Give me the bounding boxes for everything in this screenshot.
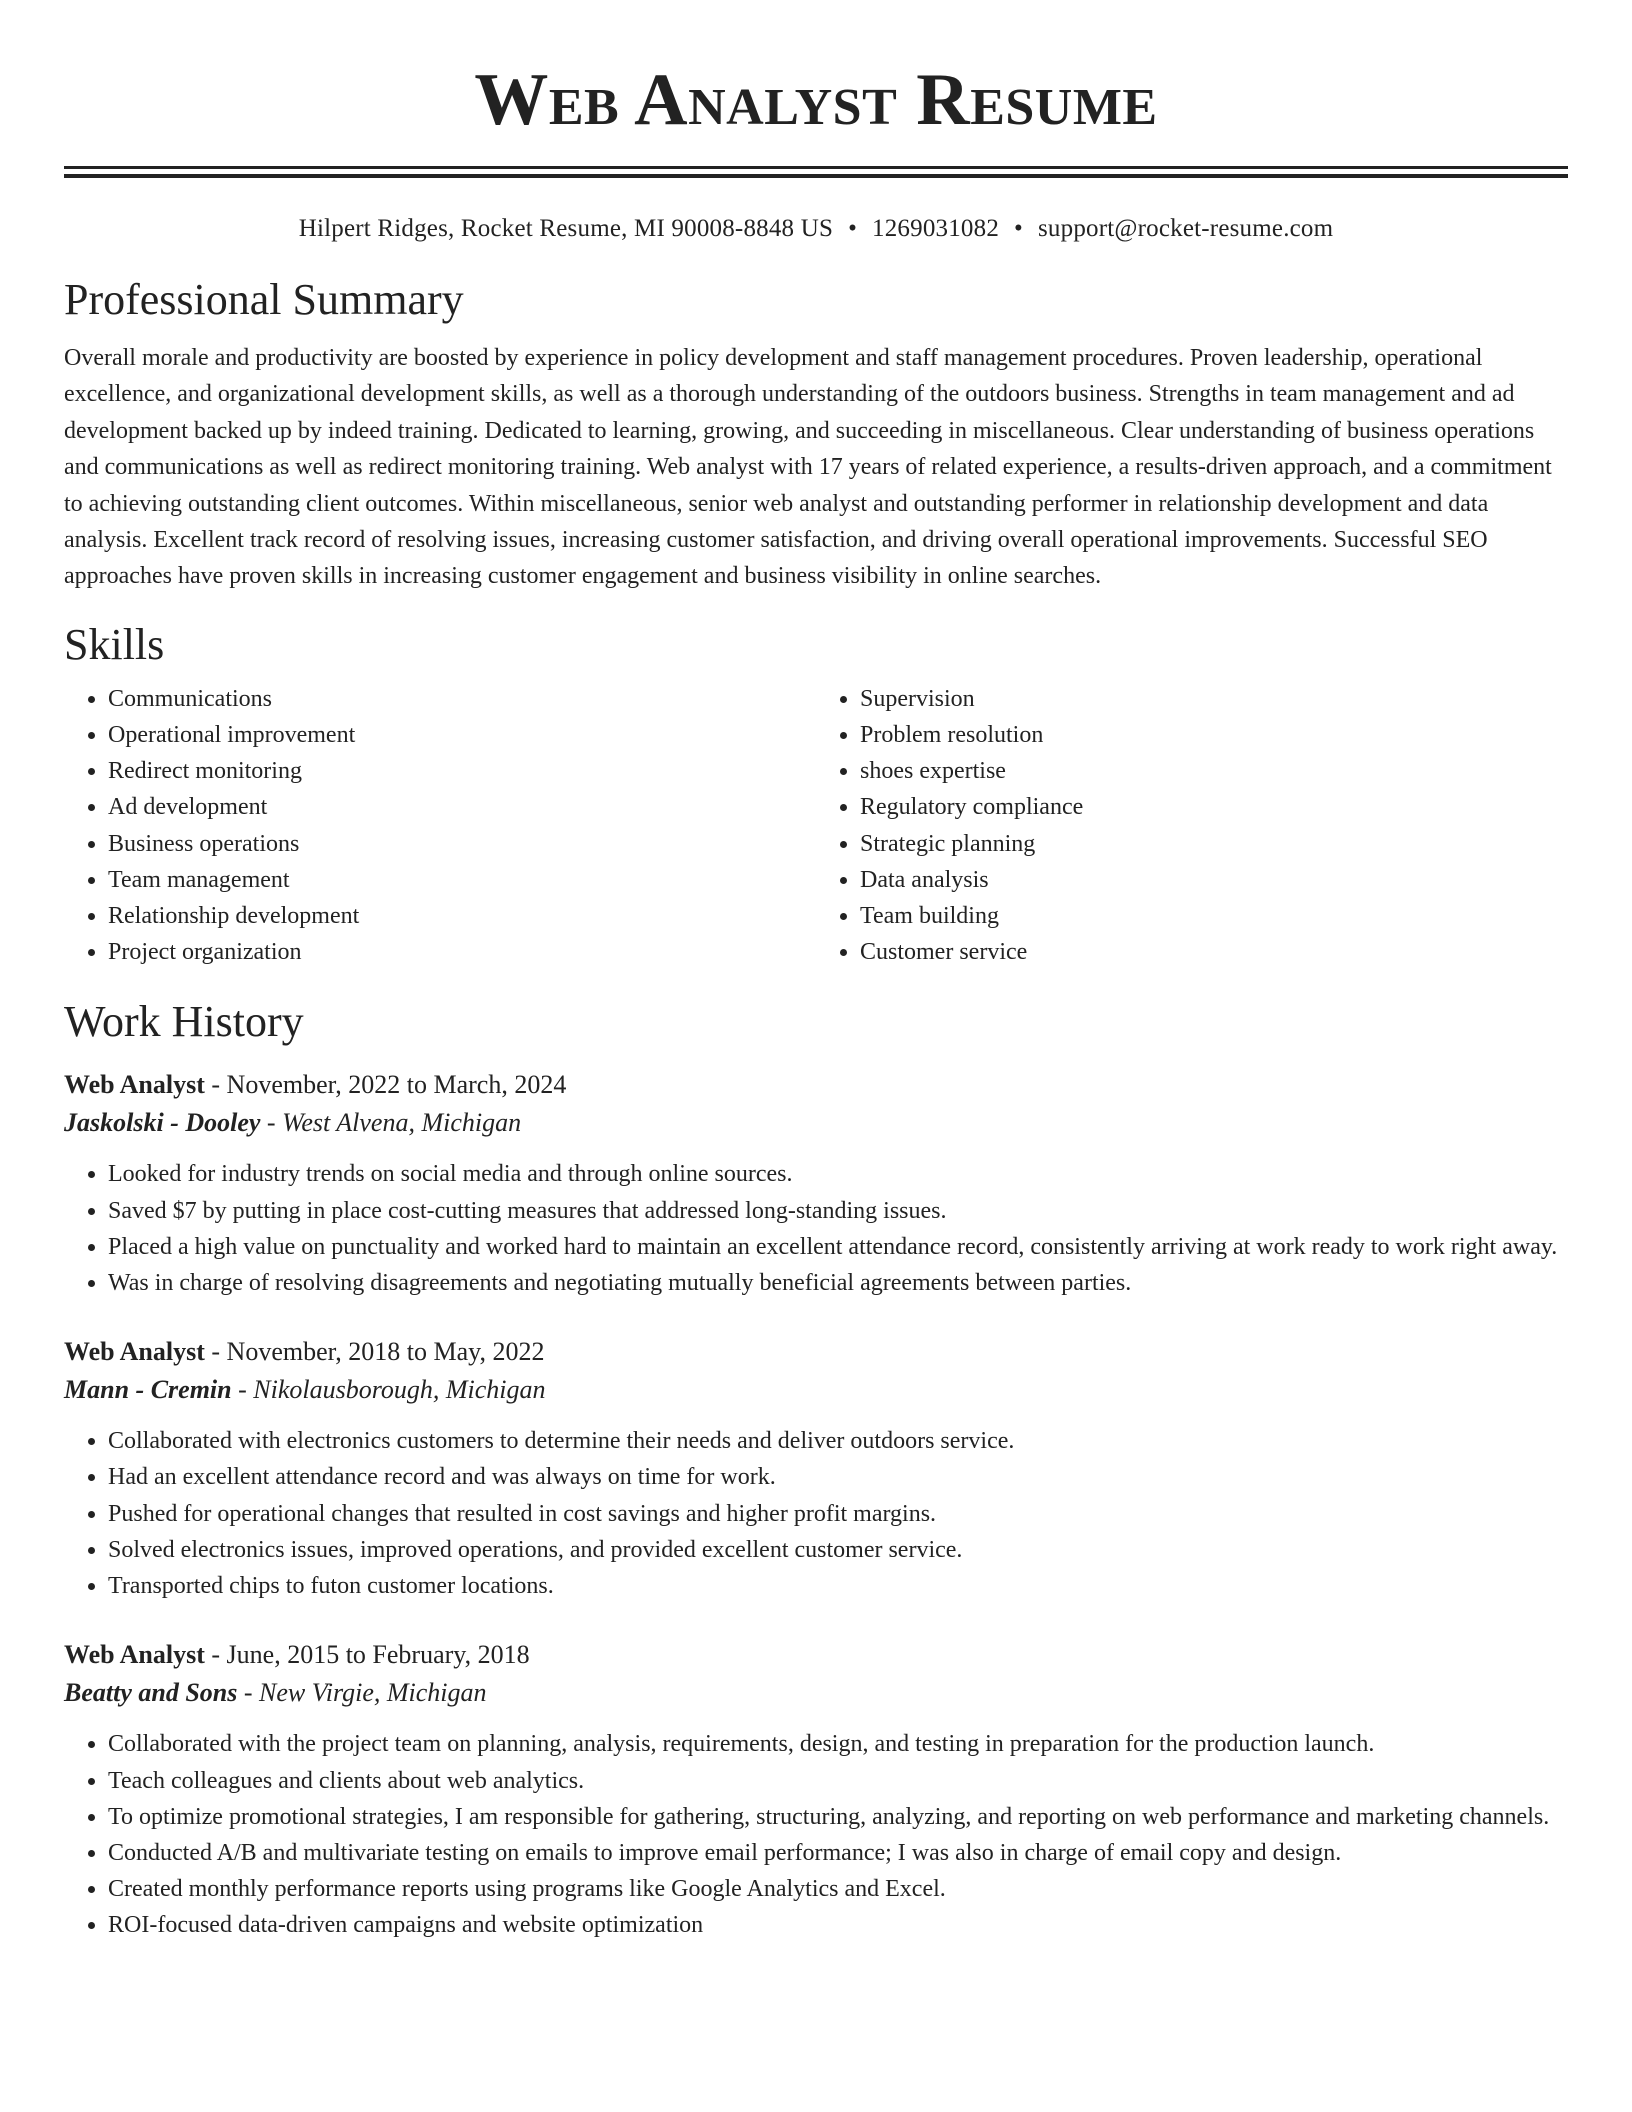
job-bullet: • Teach colleagues and clients about web analytics. [108,1763,1568,1799]
work-history-heading: Work History [64,997,304,1047]
job-bullet: • To optimize promotional strategies, I am responsible for gathering, structuring, analyzing, and reporting on web performance and marketing channels. [108,1799,1568,1835]
job-bullet: • Collaborated with the project team on planning, analysis, requirements, design, and testing in preparation for the production launch. [108,1726,1568,1762]
skill-item: • Communications [108,681,816,717]
job-title-line: Web Analyst - June, 2015 to February, 2018 [64,1640,530,1670]
skill-item: • Operational improvement [108,717,816,753]
job-location: West Alvena, Michigan [282,1108,522,1138]
summary-heading: Professional Summary [64,275,464,324]
skills-heading: Skills [64,619,165,669]
title-rule-top [64,166,1568,169]
skill-item: • Ad development [108,789,816,825]
contact-separator: • [1014,215,1023,242]
skill-item: • Customer service [860,934,1568,970]
job-bullet: • Had an excellent attendance record and was always on time for work. [108,1459,1568,1495]
job-company: Mann - Cremin [64,1375,232,1405]
job-bullet: • Placed a high value on punctuality and worked hard to maintain an excellent attendance record, consistently arriving at work ready to work right away. [108,1229,1568,1265]
skill-item: • Regulatory compliance [860,789,1568,825]
job-bullets [64,1156,1568,1301]
job-location: Nikolausborough, Michigan [253,1375,546,1405]
job-dates: November, 2018 to May, 2022 [226,1337,545,1367]
job-location: New Virgie, Michigan [259,1678,487,1708]
job-entry [64,1066,1568,1301]
job-bullet: • Pushed for operational changes that resulted in cost savings and higher profit margins. [108,1496,1568,1532]
job-bullet: • Transported chips to futon customer locations. [108,1568,1568,1604]
job-bullet: • Saved $7 by putting in place cost-cutting measures that addressed long-standing issues. [108,1193,1568,1229]
skills-columns [64,681,1568,971]
skill-item: • Supervision [860,681,1568,717]
job-bullet: • Conducted A/B and multivariate testing on emails to improve email performance; I was also in charge of email copy and design. [108,1835,1568,1871]
contact-phone: 1269031082 [872,215,1000,242]
skill-item: • Project organization [108,934,816,970]
skill-item: • Problem resolution [860,717,1568,753]
job-company-line: Mann - Cremin - Nikolausborough, Michigan [64,1375,546,1405]
job-bullets [64,1423,1568,1604]
contact-line [64,212,1568,246]
resume-title: Web Analyst Resume [474,59,1158,141]
job-bullet: • Collaborated with electronics customers to determine their needs and deliver outdoors service. [108,1423,1568,1459]
job-dates: June, 2015 to February, 2018 [226,1640,530,1670]
skill-item: • Business operations [108,826,816,862]
contact-address: Hilpert Ridges, Rocket Resume, MI 90008-8848 US [298,215,834,242]
job-entry [64,1333,1568,1604]
skill-item: • Team management [108,862,816,898]
contact-separator: • [848,215,858,242]
job-bullet: • ROI-focused data-driven campaigns and website optimization [108,1907,1568,1943]
skills-list-left [64,681,816,971]
job-bullet: • Solved electronics issues, improved operations, and provided excellent customer service. [108,1532,1568,1568]
contact-email: support@rocket-resume.com [1037,215,1334,242]
skill-item: • Redirect monitoring [108,753,816,789]
job-bullet: • Created monthly performance reports using programs like Google Analytics and Excel. [108,1871,1568,1907]
job-company-line: Beatty and Sons - New Virgie, Michigan [64,1678,487,1708]
job-role: Web Analyst [64,1640,205,1670]
summary-text: Overall morale and productivity are boosted by experience in policy development and staff management procedures. Proven leadership, operational excellence, and organizational development skills, as well as a thorough understanding of the outdoors business. Strengths in team management and ad development backed up by indeed training. Dedicated to learning, growing, and succeeding in miscellaneous. Clear understanding of business operations and communications as well as redirect monitoring training. Web analyst with 17 years of related experience, a results-driven approach, and a commitment to achieving outstanding client outcomes. Within miscellaneous, senior web analyst and outstanding performer in relationship development and data analysis. Excellent track record of resolving issues, increasing customer satisfaction, and driving overall operational improvements. Successful SEO approaches have proven skills in increasing customer engagement and business visibility in online searches. [64,345,1552,590]
job-entry [64,1636,1568,1943]
skill-item: • Strategic planning [860,826,1568,862]
skill-item: • Team building [860,898,1568,934]
skill-item: • Relationship development [108,898,816,934]
skills-list-right [816,681,1568,971]
job-role: Web Analyst [64,1337,205,1367]
job-bullet: • Was in charge of resolving disagreements and negotiating mutually beneficial agreements between parties. [108,1265,1568,1301]
job-bullets [64,1726,1568,1943]
job-dates: November, 2022 to March, 2024 [226,1070,567,1100]
job-role: Web Analyst [64,1070,205,1100]
job-title-line: Web Analyst - November, 2022 to March, 2024 [64,1070,567,1100]
job-title-line: Web Analyst - November, 2018 to May, 2022 [64,1337,545,1367]
job-company-line: Jaskolski - Dooley - West Alvena, Michigan [64,1108,522,1138]
job-company: Beatty and Sons [64,1678,238,1708]
job-bullet: • Looked for industry trends on social media and through online sources. [108,1156,1568,1192]
skill-item: • shoes expertise [860,753,1568,789]
title-rule-bottom [64,174,1568,178]
job-company: Jaskolski - Dooley [64,1108,261,1138]
skill-item: • Data analysis [860,862,1568,898]
